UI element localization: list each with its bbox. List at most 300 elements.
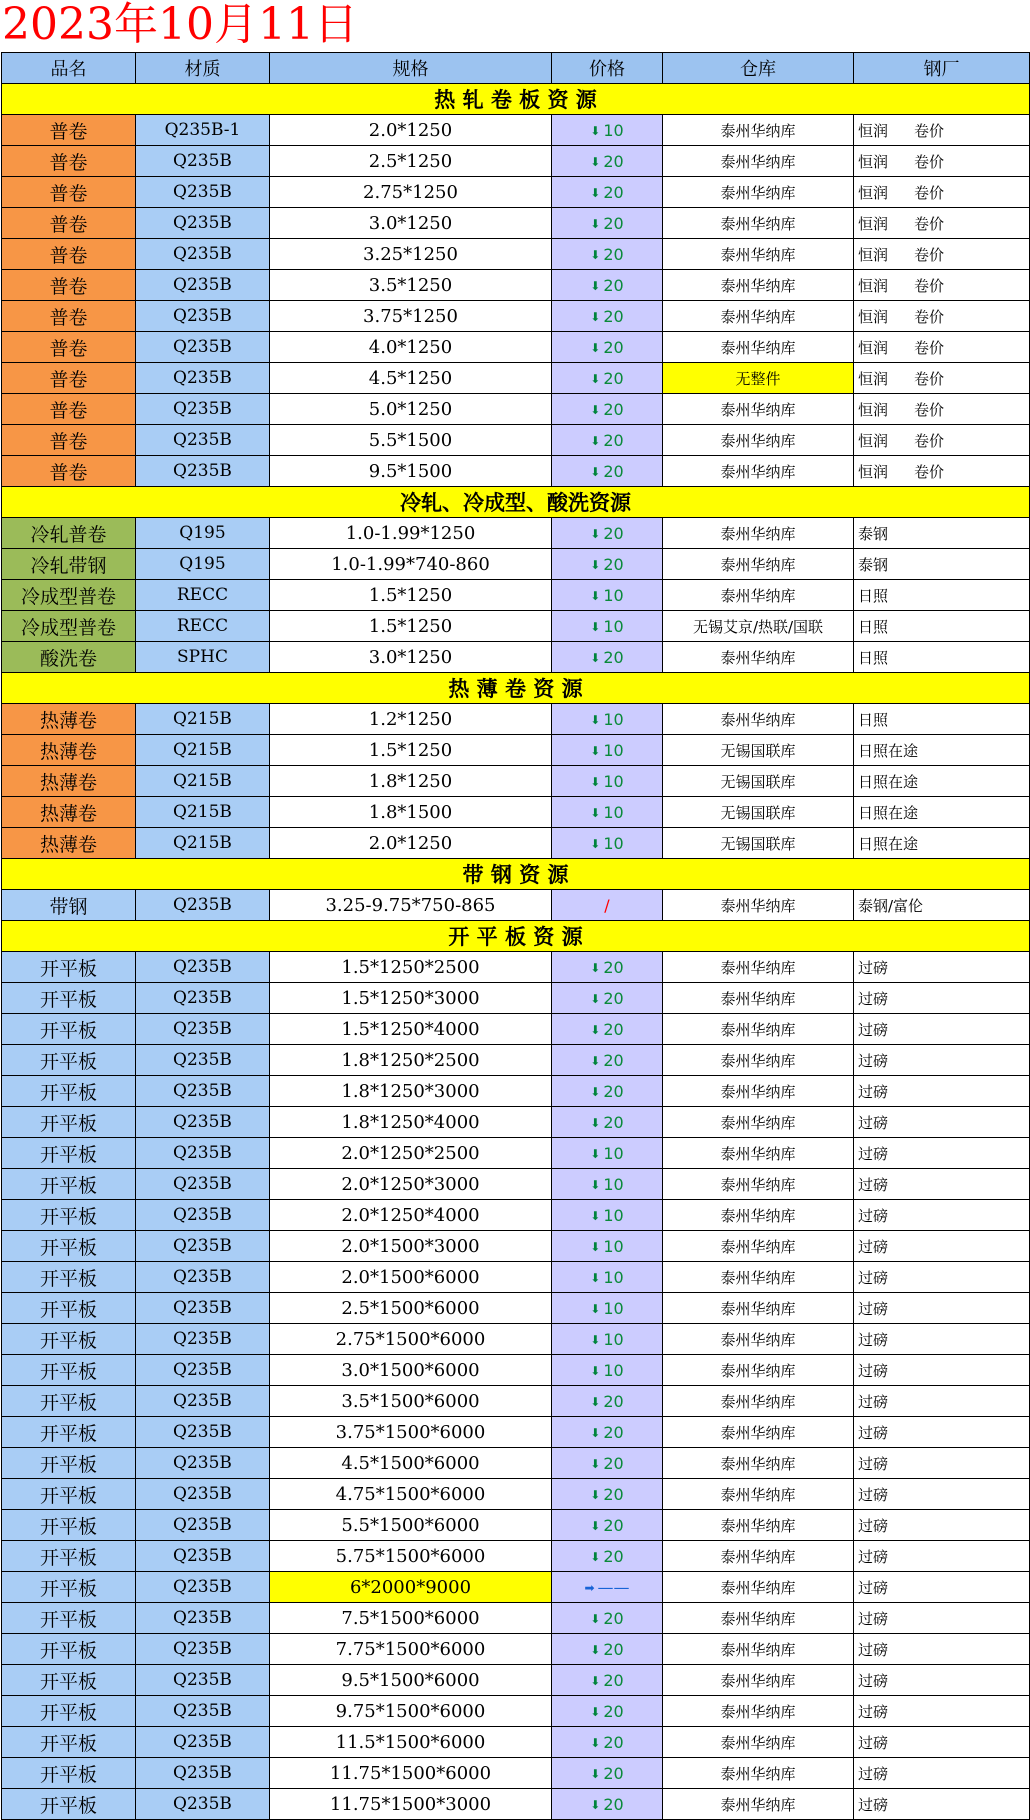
product-name-cell: 开平板	[2, 1355, 136, 1386]
table-row	[2, 456, 1030, 487]
spec-cell: 5.75*1500*6000	[270, 1541, 552, 1572]
price-cell	[552, 363, 663, 394]
warehouse-cell: 泰州华纳库	[663, 1169, 854, 1200]
product-name-cell: 开平板	[2, 1541, 136, 1572]
arrow-down-icon: ⬇	[590, 1766, 601, 1781]
warehouse-cell: 泰州华纳库	[663, 1045, 854, 1076]
price-cell	[552, 1634, 663, 1665]
arrow-down-icon: ⬇	[590, 557, 601, 572]
spec-cell: 4.5*1250	[270, 363, 552, 394]
product-name-cell: 开平板	[2, 1293, 136, 1324]
arrow-down-icon: ⬇	[590, 1177, 601, 1192]
warehouse-cell: 泰州华纳库	[663, 1355, 854, 1386]
mill-name: 恒润	[858, 121, 889, 140]
column-header-spec: 规格	[270, 53, 552, 84]
price-cell	[552, 704, 663, 735]
table-row	[2, 1665, 1030, 1696]
material-cell: Q235B	[136, 1045, 270, 1076]
table-row	[2, 611, 1030, 642]
price-cell	[552, 425, 663, 456]
price-cell	[552, 642, 663, 673]
price-cell	[552, 735, 663, 766]
spec-cell: 3.75*1250	[270, 301, 552, 332]
material-cell: Q235B	[136, 1510, 270, 1541]
price-change-value: 20	[603, 213, 624, 233]
warehouse-cell: 泰州华纳库	[663, 1789, 854, 1820]
spec-cell: 11.5*1500*6000	[270, 1727, 552, 1758]
price-cell	[552, 239, 663, 270]
product-name-cell: 开平板	[2, 983, 136, 1014]
material-cell: Q235B	[136, 239, 270, 270]
mill-name: 过磅	[858, 1671, 889, 1690]
warehouse-cell: 泰州华纳库	[663, 1324, 854, 1355]
material-cell: Q215B	[136, 766, 270, 797]
product-name-cell: 开平板	[2, 1324, 136, 1355]
arrow-down-icon: ⬇	[590, 1704, 601, 1719]
mill-note: 卷价	[914, 152, 945, 171]
mill-name: 过磅	[858, 1237, 889, 1256]
mill-name: 过磅	[858, 1733, 889, 1752]
price-change-value: 10	[603, 709, 624, 729]
table-row	[2, 270, 1030, 301]
mill-name: 恒润	[858, 183, 889, 202]
price-cell	[552, 1572, 663, 1603]
spec-cell: 1.5*1250	[270, 735, 552, 766]
mill-name: 过磅	[858, 1454, 889, 1473]
price-change-value: 20	[603, 182, 624, 202]
price-change-value: 20	[603, 1701, 624, 1721]
mill-cell	[854, 704, 1030, 735]
warehouse-cell: 泰州华纳库	[663, 983, 854, 1014]
mill-name: 日照在途	[858, 803, 919, 822]
mill-cell	[854, 332, 1030, 363]
mill-name: 过磅	[858, 1423, 889, 1442]
price-change-value: 20	[603, 988, 624, 1008]
material-cell: Q195	[136, 549, 270, 580]
mill-cell	[854, 828, 1030, 859]
warehouse-cell: 泰州华纳库	[663, 1076, 854, 1107]
mill-name: 恒润	[858, 307, 889, 326]
spec-cell: 3.75*1500*6000	[270, 1417, 552, 1448]
spec-cell: 3.5*1500*6000	[270, 1386, 552, 1417]
section-header-row	[2, 84, 1030, 115]
spec-cell: 1.2*1250	[270, 704, 552, 735]
arrow-down-icon: ⬇	[590, 1797, 601, 1812]
mill-name: 恒润	[858, 152, 889, 171]
spec-cell: 4.0*1250	[270, 332, 552, 363]
table-row	[2, 1603, 1030, 1634]
mill-name: 恒润	[858, 369, 889, 388]
mill-cell	[854, 1448, 1030, 1479]
arrow-down-icon: ⬇	[590, 712, 601, 727]
price-cell	[552, 549, 663, 580]
mill-cell	[854, 1541, 1030, 1572]
price-cell	[552, 983, 663, 1014]
spec-cell: 1.5*1250*2500	[270, 952, 552, 983]
arrow-down-icon: ⬇	[590, 278, 601, 293]
price-change-value: 20	[603, 430, 624, 450]
table-row	[2, 146, 1030, 177]
table-row	[2, 1448, 1030, 1479]
product-name-cell: 普卷	[2, 208, 136, 239]
arrow-down-icon: ⬇	[590, 402, 601, 417]
price-cell	[552, 1169, 663, 1200]
mill-name: 日照	[858, 617, 889, 636]
price-cell	[552, 456, 663, 487]
warehouse-cell: 泰州华纳库	[663, 115, 854, 146]
mill-name: 日照在途	[858, 772, 919, 791]
spec-cell: 3.0*1250	[270, 642, 552, 673]
mill-cell	[854, 1076, 1030, 1107]
spec-cell: 3.0*1250	[270, 208, 552, 239]
material-cell: Q235B	[136, 1169, 270, 1200]
mill-cell	[854, 1200, 1030, 1231]
table-row	[2, 952, 1030, 983]
section-title: 带 钢 资 源	[2, 859, 1030, 890]
price-change-value: 20	[603, 275, 624, 295]
mill-cell	[854, 270, 1030, 301]
warehouse-cell: 泰州华纳库	[663, 1107, 854, 1138]
product-name-cell: 酸洗卷	[2, 642, 136, 673]
product-name-cell: 开平板	[2, 1510, 136, 1541]
price-change-value: 10	[603, 1236, 624, 1256]
price-cell	[552, 1758, 663, 1789]
mill-cell	[854, 177, 1030, 208]
price-table-body	[2, 53, 1030, 1820]
product-name-cell: 热薄卷	[2, 735, 136, 766]
material-cell: Q215B	[136, 797, 270, 828]
price-cell	[552, 1200, 663, 1231]
mill-name: 恒润	[858, 431, 889, 450]
arrow-right-icon: ➡	[584, 1580, 595, 1595]
table-row	[2, 1324, 1030, 1355]
price-change-value: 10	[603, 833, 624, 853]
mill-name: 恒润	[858, 214, 889, 233]
mill-name: 过磅	[858, 1175, 889, 1194]
table-row	[2, 1789, 1030, 1820]
spec-cell: 3.0*1500*6000	[270, 1355, 552, 1386]
spec-cell: 7.5*1500*6000	[270, 1603, 552, 1634]
section-title: 冷轧、冷成型、酸洗资源	[2, 487, 1030, 518]
mill-cell	[854, 952, 1030, 983]
warehouse-cell: 无锡国联库	[663, 735, 854, 766]
mill-name: 过磅	[858, 958, 889, 977]
mill-cell	[854, 1572, 1030, 1603]
price-change-value: 20	[603, 1484, 624, 1504]
arrow-down-icon: ⬇	[590, 464, 601, 479]
price-cell	[552, 797, 663, 828]
mill-note: 卷价	[914, 338, 945, 357]
material-cell: RECC	[136, 580, 270, 611]
mill-cell	[854, 1014, 1030, 1045]
mill-cell	[854, 735, 1030, 766]
product-name-cell: 开平板	[2, 1448, 136, 1479]
table-row	[2, 890, 1030, 921]
price-change-value: 20	[603, 244, 624, 264]
spec-cell: 2.0*1250	[270, 828, 552, 859]
material-cell: SPHC	[136, 642, 270, 673]
mill-cell	[854, 1293, 1030, 1324]
material-cell: Q235B	[136, 1417, 270, 1448]
price-change-value: 20	[603, 306, 624, 326]
price-change-value: 20	[603, 1763, 624, 1783]
arrow-down-icon: ⬇	[590, 743, 601, 758]
table-row	[2, 580, 1030, 611]
warehouse-cell: 泰州华纳库	[663, 1541, 854, 1572]
product-name-cell: 开平板	[2, 1107, 136, 1138]
price-cell	[552, 518, 663, 549]
product-name-cell: 热薄卷	[2, 828, 136, 859]
price-cell	[552, 1603, 663, 1634]
material-cell: Q235B	[136, 394, 270, 425]
warehouse-cell: 泰州华纳库	[663, 177, 854, 208]
material-cell: Q235B	[136, 1231, 270, 1262]
product-name-cell: 普卷	[2, 177, 136, 208]
arrow-down-icon: ⬇	[590, 1115, 601, 1130]
product-name-cell: 开平板	[2, 1262, 136, 1293]
product-name-cell: 普卷	[2, 363, 136, 394]
warehouse-cell: 泰州华纳库	[663, 301, 854, 332]
price-cell	[552, 1696, 663, 1727]
mill-cell	[854, 115, 1030, 146]
material-cell: Q235B	[136, 890, 270, 921]
warehouse-cell: 泰州华纳库	[663, 1014, 854, 1045]
mill-name: 泰钢	[858, 524, 889, 543]
price-cell	[552, 1231, 663, 1262]
mill-cell	[854, 1138, 1030, 1169]
arrow-down-icon: ⬇	[590, 309, 601, 324]
price-change-value: 20	[603, 1515, 624, 1535]
price-change-value: 10	[603, 1174, 624, 1194]
spec-cell: 5.5*1500*6000	[270, 1510, 552, 1541]
product-name-cell: 带钢	[2, 890, 136, 921]
arrow-down-icon: ⬇	[590, 154, 601, 169]
price-change-value: 20	[603, 337, 624, 357]
mill-name: 过磅	[858, 1516, 889, 1535]
warehouse-cell: 泰州华纳库	[663, 1200, 854, 1231]
price-cell	[552, 1045, 663, 1076]
spec-cell: 2.0*1250*2500	[270, 1138, 552, 1169]
mill-name: 日照	[858, 710, 889, 729]
product-name-cell: 开平板	[2, 1479, 136, 1510]
section-header-row	[2, 673, 1030, 704]
warehouse-cell: 泰州华纳库	[663, 1634, 854, 1665]
material-cell: Q235B	[136, 301, 270, 332]
table-row	[2, 208, 1030, 239]
product-name-cell: 普卷	[2, 146, 136, 177]
table-row	[2, 797, 1030, 828]
arrow-down-icon: ⬇	[590, 650, 601, 665]
warehouse-cell: 泰州华纳库	[663, 890, 854, 921]
mill-cell	[854, 549, 1030, 580]
section-header-row	[2, 859, 1030, 890]
mill-cell	[854, 1355, 1030, 1386]
table-row	[2, 1727, 1030, 1758]
price-change-value: 20	[603, 1422, 624, 1442]
product-name-cell: 普卷	[2, 270, 136, 301]
price-change-value: 20	[603, 1732, 624, 1752]
warehouse-cell: 无锡国联库	[663, 828, 854, 859]
arrow-down-icon: ⬇	[590, 247, 601, 262]
warehouse-cell: 泰州华纳库	[663, 1138, 854, 1169]
table-row	[2, 1634, 1030, 1665]
material-cell: Q235B	[136, 1014, 270, 1045]
arrow-down-icon: ⬇	[590, 1270, 601, 1285]
price-change-value: 10	[603, 740, 624, 760]
product-name-cell: 开平板	[2, 1014, 136, 1045]
arrow-down-icon: ⬇	[590, 1146, 601, 1161]
price-change-value: 20	[603, 151, 624, 171]
mill-cell	[854, 1758, 1030, 1789]
mill-name: 日照在途	[858, 834, 919, 853]
table-row	[2, 1014, 1030, 1045]
mill-cell	[854, 1386, 1030, 1417]
price-cell	[552, 394, 663, 425]
material-cell: Q235B	[136, 1448, 270, 1479]
price-change-value: 20	[603, 399, 624, 419]
mill-name: 恒润	[858, 245, 889, 264]
table-row	[2, 1262, 1030, 1293]
warehouse-cell: 泰州华纳库	[663, 1603, 854, 1634]
product-name-cell: 开平板	[2, 1727, 136, 1758]
product-name-cell: 开平板	[2, 1634, 136, 1665]
warehouse-cell: 泰州华纳库	[663, 425, 854, 456]
mill-name: 过磅	[858, 1764, 889, 1783]
arrow-down-icon: ⬇	[590, 526, 601, 541]
material-cell: Q235B	[136, 363, 270, 394]
warehouse-cell: 泰州华纳库	[663, 1448, 854, 1479]
mill-name: 过磅	[858, 1082, 889, 1101]
table-row	[2, 1696, 1030, 1727]
warehouse-cell: 泰州华纳库	[663, 208, 854, 239]
mill-name: 过磅	[858, 1206, 889, 1225]
table-row	[2, 332, 1030, 363]
price-change-value: 20	[603, 554, 624, 574]
spec-cell: 3.5*1250	[270, 270, 552, 301]
table-row	[2, 983, 1030, 1014]
table-row	[2, 1107, 1030, 1138]
material-cell: Q235B-1	[136, 115, 270, 146]
material-cell: Q235B	[136, 1262, 270, 1293]
price-cell	[552, 1014, 663, 1045]
arrow-down-icon: ⬇	[590, 619, 601, 634]
product-name-cell: 开平板	[2, 1572, 136, 1603]
price-cell	[552, 580, 663, 611]
mill-cell	[854, 1324, 1030, 1355]
warehouse-cell: 泰州华纳库	[663, 952, 854, 983]
section-header-row	[2, 487, 1030, 518]
price-cell	[552, 828, 663, 859]
section-title: 开 平 板 资 源	[2, 921, 1030, 952]
mill-cell	[854, 1045, 1030, 1076]
spec-cell: 2.5*1250	[270, 146, 552, 177]
material-cell: Q235B	[136, 1696, 270, 1727]
product-name-cell: 普卷	[2, 239, 136, 270]
price-change-value: 20	[603, 1391, 624, 1411]
price-cell	[552, 1479, 663, 1510]
spec-cell: 1.8*1250*2500	[270, 1045, 552, 1076]
spec-cell: 1.8*1250*4000	[270, 1107, 552, 1138]
mill-cell	[854, 642, 1030, 673]
mill-name: 过磅	[858, 1609, 889, 1628]
mill-cell	[854, 1231, 1030, 1262]
product-name-cell: 开平板	[2, 1386, 136, 1417]
product-name-cell: 普卷	[2, 301, 136, 332]
material-cell: Q235B	[136, 1789, 270, 1820]
material-cell: Q235B	[136, 1541, 270, 1572]
mill-cell	[854, 1727, 1030, 1758]
section-title: 热 薄 卷 资 源	[2, 673, 1030, 704]
mill-cell	[854, 1107, 1030, 1138]
spec-cell: 2.0*1250*4000	[270, 1200, 552, 1231]
mill-name: 过磅	[858, 1640, 889, 1659]
price-change-value: 10	[603, 1205, 624, 1225]
table-row	[2, 1200, 1030, 1231]
mill-cell	[854, 1479, 1030, 1510]
mill-note: 卷价	[914, 431, 945, 450]
price-cell	[552, 1386, 663, 1417]
price-cell	[552, 208, 663, 239]
mill-cell	[854, 363, 1030, 394]
price-cell	[552, 1262, 663, 1293]
mill-cell	[854, 580, 1030, 611]
mill-note: 卷价	[914, 183, 945, 202]
arrow-down-icon: ⬇	[590, 1053, 601, 1068]
arrow-down-icon: ⬇	[590, 123, 601, 138]
material-cell: Q235B	[136, 208, 270, 239]
warehouse-cell: 泰州华纳库	[663, 1231, 854, 1262]
spec-cell: 2.5*1500*6000	[270, 1293, 552, 1324]
mill-note: 卷价	[914, 369, 945, 388]
material-cell: Q235B	[136, 1138, 270, 1169]
price-change-value: 20	[603, 1670, 624, 1690]
spec-cell: 3.25*1250	[270, 239, 552, 270]
spec-cell: 4.75*1500*6000	[270, 1479, 552, 1510]
warehouse-cell: 泰州华纳库	[663, 549, 854, 580]
mill-cell	[854, 1417, 1030, 1448]
price-cell	[552, 1355, 663, 1386]
mill-cell	[854, 208, 1030, 239]
price-cell	[552, 1510, 663, 1541]
column-header-mill: 钢厂	[854, 53, 1030, 84]
warehouse-cell: 泰州华纳库	[663, 1727, 854, 1758]
mill-name: 过磅	[858, 1330, 889, 1349]
product-name-cell: 冷成型普卷	[2, 611, 136, 642]
spec-cell: 2.75*1250	[270, 177, 552, 208]
material-cell: Q235B	[136, 1727, 270, 1758]
arrow-down-icon: ⬇	[590, 588, 601, 603]
spec-cell: 2.0*1500*3000	[270, 1231, 552, 1262]
mill-cell	[854, 797, 1030, 828]
mill-name: 过磅	[858, 1578, 889, 1597]
arrow-down-icon: ⬇	[590, 1363, 601, 1378]
spec-cell: 1.5*1250*3000	[270, 983, 552, 1014]
product-name-cell: 开平板	[2, 1045, 136, 1076]
arrow-down-icon: ⬇	[590, 1084, 601, 1099]
table-row	[2, 394, 1030, 425]
mill-name: 过磅	[858, 1547, 889, 1566]
mill-cell	[854, 1603, 1030, 1634]
arrow-down-icon: ⬇	[590, 1456, 601, 1471]
material-cell: Q235B	[136, 952, 270, 983]
product-name-cell: 普卷	[2, 115, 136, 146]
price-change-value: 20	[603, 1453, 624, 1473]
price-cell	[552, 1107, 663, 1138]
product-name-cell: 开平板	[2, 952, 136, 983]
spec-cell: 4.5*1500*6000	[270, 1448, 552, 1479]
price-change-value: 10	[603, 1298, 624, 1318]
warehouse-cell: 泰州华纳库	[663, 1262, 854, 1293]
